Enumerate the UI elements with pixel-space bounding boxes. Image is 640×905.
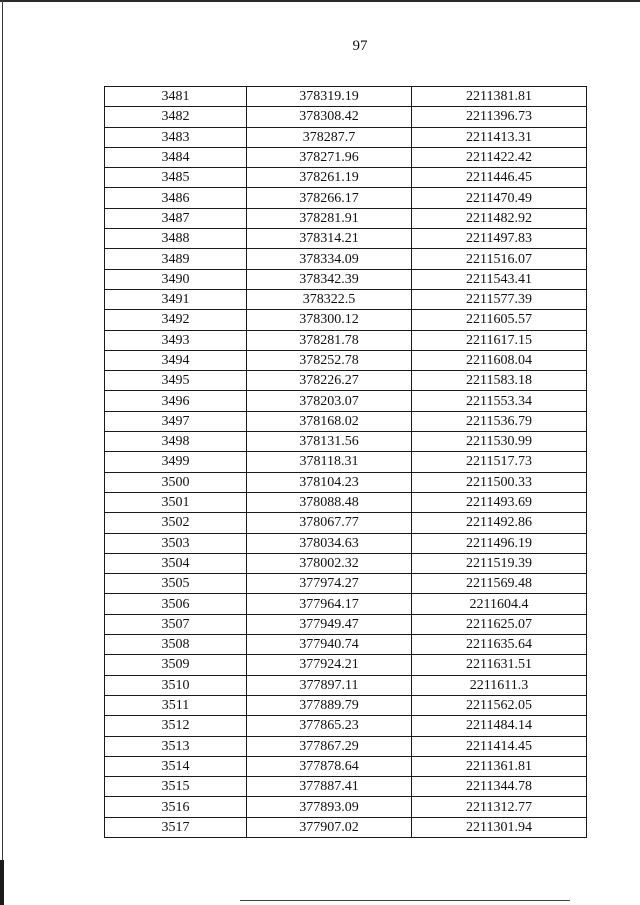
point-number-cell: 3512	[105, 716, 247, 736]
y-coordinate-cell: 2211413.31	[412, 127, 587, 147]
table-row	[105, 188, 587, 208]
y-coordinate-cell: 2211301.94	[412, 817, 587, 837]
point-number-cell: 3504	[105, 553, 247, 573]
point-number-cell: 3508	[105, 635, 247, 655]
x-coordinate-cell: 378226.27	[247, 371, 412, 391]
table-row	[105, 655, 587, 675]
table-row	[105, 472, 587, 492]
y-coordinate-cell: 2211496.19	[412, 533, 587, 553]
page-number: 97	[352, 38, 368, 54]
x-coordinate-cell: 377949.47	[247, 614, 412, 634]
table-row	[105, 452, 587, 472]
x-coordinate-cell: 378308.42	[247, 107, 412, 127]
x-coordinate-cell: 378131.56	[247, 432, 412, 452]
point-number-cell: 3492	[105, 310, 247, 330]
x-coordinate-cell: 378002.32	[247, 553, 412, 573]
y-coordinate-cell: 2211414.45	[412, 736, 587, 756]
table-row	[105, 371, 587, 391]
table-row	[105, 87, 587, 107]
x-coordinate-cell: 378118.31	[247, 452, 412, 472]
y-coordinate-cell: 2211517.73	[412, 452, 587, 472]
table-row	[105, 147, 587, 167]
y-coordinate-cell: 2211396.73	[412, 107, 587, 127]
point-number-cell: 3515	[105, 777, 247, 797]
y-coordinate-cell: 2211492.86	[412, 513, 587, 533]
x-coordinate-cell: 377878.64	[247, 756, 412, 776]
y-coordinate-cell: 2211312.77	[412, 797, 587, 817]
y-coordinate-cell: 2211611.3	[412, 675, 587, 695]
y-coordinate-cell: 2211625.07	[412, 614, 587, 634]
point-number-cell: 3493	[105, 330, 247, 350]
y-coordinate-cell: 2211583.18	[412, 371, 587, 391]
y-coordinate-cell: 2211519.39	[412, 553, 587, 573]
table-row	[105, 817, 587, 837]
x-coordinate-cell: 378261.19	[247, 168, 412, 188]
table-row	[105, 695, 587, 715]
table-row	[105, 777, 587, 797]
x-coordinate-cell: 378314.21	[247, 229, 412, 249]
table-row	[105, 168, 587, 188]
y-coordinate-cell: 2211631.51	[412, 655, 587, 675]
x-coordinate-cell: 378271.96	[247, 147, 412, 167]
x-coordinate-cell: 377887.41	[247, 777, 412, 797]
table-row	[105, 229, 587, 249]
x-coordinate-cell: 377924.21	[247, 655, 412, 675]
table-row	[105, 492, 587, 512]
scan-edge-left	[2, 0, 3, 905]
y-coordinate-cell: 2211605.57	[412, 310, 587, 330]
table-row	[105, 208, 587, 228]
point-number-cell: 3485	[105, 168, 247, 188]
scan-edge-top	[0, 0, 640, 2]
point-number-cell: 3513	[105, 736, 247, 756]
point-number-cell: 3494	[105, 350, 247, 370]
y-coordinate-cell: 2211617.15	[412, 330, 587, 350]
x-coordinate-cell: 378322.5	[247, 289, 412, 309]
x-coordinate-cell: 377897.11	[247, 675, 412, 695]
table-row	[105, 675, 587, 695]
x-coordinate-cell: 377893.09	[247, 797, 412, 817]
y-coordinate-cell: 2211470.49	[412, 188, 587, 208]
point-number-cell: 3510	[105, 675, 247, 695]
point-number-cell: 3499	[105, 452, 247, 472]
point-number-cell: 3481	[105, 87, 247, 107]
point-number-cell: 3507	[105, 614, 247, 634]
y-coordinate-cell: 2211562.05	[412, 695, 587, 715]
table-row	[105, 289, 587, 309]
point-number-cell: 3517	[105, 817, 247, 837]
table-row	[105, 797, 587, 817]
y-coordinate-cell: 2211635.64	[412, 635, 587, 655]
table-row	[105, 269, 587, 289]
y-coordinate-cell: 2211446.45	[412, 168, 587, 188]
point-number-cell: 3497	[105, 411, 247, 431]
x-coordinate-cell: 378252.78	[247, 350, 412, 370]
point-number-cell: 3483	[105, 127, 247, 147]
x-coordinate-cell: 378281.91	[247, 208, 412, 228]
x-coordinate-cell: 378034.63	[247, 533, 412, 553]
point-number-cell: 3511	[105, 695, 247, 715]
table-row	[105, 350, 587, 370]
y-coordinate-cell: 2211569.48	[412, 574, 587, 594]
table-row	[105, 574, 587, 594]
x-coordinate-cell: 378168.02	[247, 411, 412, 431]
x-coordinate-cell: 377907.02	[247, 817, 412, 837]
x-coordinate-cell: 377964.17	[247, 594, 412, 614]
table-row	[105, 310, 587, 330]
y-coordinate-cell: 2211553.34	[412, 391, 587, 411]
y-coordinate-cell: 2211361.81	[412, 756, 587, 776]
x-coordinate-cell: 378319.19	[247, 87, 412, 107]
table-row	[105, 594, 587, 614]
point-number-cell: 3500	[105, 472, 247, 492]
table-row	[105, 127, 587, 147]
y-coordinate-cell: 2211422.42	[412, 147, 587, 167]
table-row	[105, 716, 587, 736]
x-coordinate-cell: 377867.29	[247, 736, 412, 756]
point-number-cell: 3503	[105, 533, 247, 553]
y-coordinate-cell: 2211493.69	[412, 492, 587, 512]
point-number-cell: 3514	[105, 756, 247, 776]
x-coordinate-cell: 377865.23	[247, 716, 412, 736]
y-coordinate-cell: 2211577.39	[412, 289, 587, 309]
point-number-cell: 3489	[105, 249, 247, 269]
table-row	[105, 249, 587, 269]
y-coordinate-cell: 2211381.81	[412, 87, 587, 107]
x-coordinate-cell: 378342.39	[247, 269, 412, 289]
point-number-cell: 3502	[105, 513, 247, 533]
table-row	[105, 330, 587, 350]
table-row	[105, 107, 587, 127]
y-coordinate-cell: 2211484.14	[412, 716, 587, 736]
table-row	[105, 513, 587, 533]
y-coordinate-cell: 2211530.99	[412, 432, 587, 452]
y-coordinate-cell: 2211344.78	[412, 777, 587, 797]
point-number-cell: 3491	[105, 289, 247, 309]
point-number-cell: 3495	[105, 371, 247, 391]
x-coordinate-cell: 378287.7	[247, 127, 412, 147]
y-coordinate-cell: 2211497.83	[412, 229, 587, 249]
y-coordinate-cell: 2211482.92	[412, 208, 587, 228]
x-coordinate-cell: 378300.12	[247, 310, 412, 330]
x-coordinate-cell: 378334.09	[247, 249, 412, 269]
point-number-cell: 3505	[105, 574, 247, 594]
x-coordinate-cell: 378203.07	[247, 391, 412, 411]
x-coordinate-cell: 378266.17	[247, 188, 412, 208]
point-number-cell: 3486	[105, 188, 247, 208]
coordinates-table	[104, 86, 587, 838]
point-number-cell: 3484	[105, 147, 247, 167]
table-row	[105, 432, 587, 452]
x-coordinate-cell: 377940.74	[247, 635, 412, 655]
point-number-cell: 3496	[105, 391, 247, 411]
table-row	[105, 736, 587, 756]
table-row	[105, 756, 587, 776]
x-coordinate-cell: 378067.77	[247, 513, 412, 533]
table-row	[105, 553, 587, 573]
point-number-cell: 3516	[105, 797, 247, 817]
coordinates-table-body	[105, 87, 587, 838]
point-number-cell: 3501	[105, 492, 247, 512]
point-number-cell: 3482	[105, 107, 247, 127]
table-row	[105, 614, 587, 634]
scan-edge-left-bottom	[0, 860, 4, 905]
x-coordinate-cell: 378088.48	[247, 492, 412, 512]
x-coordinate-cell: 377974.27	[247, 574, 412, 594]
y-coordinate-cell: 2211608.04	[412, 350, 587, 370]
x-coordinate-cell: 377889.79	[247, 695, 412, 715]
point-number-cell: 3509	[105, 655, 247, 675]
table-row	[105, 635, 587, 655]
table-row	[105, 533, 587, 553]
point-number-cell: 3487	[105, 208, 247, 228]
x-coordinate-cell: 378281.78	[247, 330, 412, 350]
table-row	[105, 411, 587, 431]
point-number-cell: 3498	[105, 432, 247, 452]
y-coordinate-cell: 2211536.79	[412, 411, 587, 431]
point-number-cell: 3490	[105, 269, 247, 289]
point-number-cell: 3506	[105, 594, 247, 614]
scan-edge-bottom	[240, 900, 570, 901]
table-row	[105, 391, 587, 411]
y-coordinate-cell: 2211604.4	[412, 594, 587, 614]
x-coordinate-cell: 378104.23	[247, 472, 412, 492]
y-coordinate-cell: 2211500.33	[412, 472, 587, 492]
y-coordinate-cell: 2211543.41	[412, 269, 587, 289]
y-coordinate-cell: 2211516.07	[412, 249, 587, 269]
point-number-cell: 3488	[105, 229, 247, 249]
